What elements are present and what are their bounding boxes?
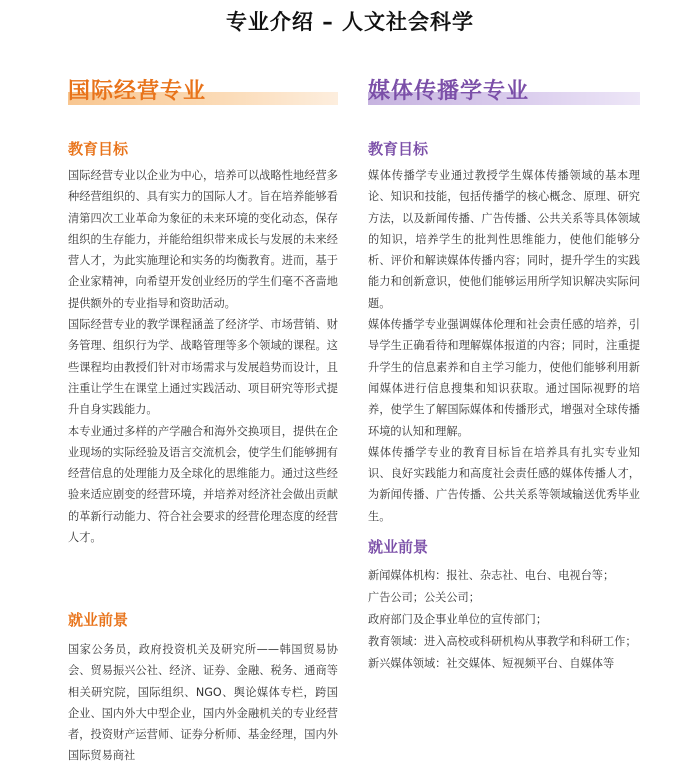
education-goals-text [368,165,640,527]
paragraph: 国家公务员，政府投资机关及研究所——韩国贸易协会、贸易振兴公社、经济、证券、金融、税务、通商等相关研究院，国际组织、NGO、舆论媒体专栏，跨国企业、国内外大中型企业，国内外金融机关的专业经营者，投资财产运营师、证券分析师、基金经理，国内外国际贸易商社 [68,643,338,763]
career-prospects-list [368,565,640,675]
education-goals-heading: 教育目标 [68,140,129,158]
page-title: 专业介绍 – 人文社会科学 [225,10,475,34]
list-item: 新兴媒体领域：社交媒体、短视频平台、自媒体等 [368,657,615,670]
career-prospects-heading: 就业前景 [68,611,129,629]
paragraph: 媒体传播学专业的教育目标旨在培养具有扎实专业知识、良好实践能力和高度社会责任感的媒体传播人才，为新闻传播、广告传播、公共关系等领域输送优秀毕业生。 [368,445,640,523]
career-prospects-text [68,639,338,767]
major-name: 媒体传播学专业 [368,79,530,104]
career-prospects-heading: 就业前景 [368,538,429,556]
paragraph: 本专业通过多样的产学融合和海外交换项目，提供在企业现场的实际经验及语言交流机会，使学生们能够拥有经营信息的处理能力及全球化的思维能力。通过这些经验来适应剧变的经营环境，并培养对经济社会做出贡献的革新行动能力、符合社会要求的经营伦理态度的经营人才。 [68,424,338,545]
list-item: 新闻媒体机构：报社、杂志社、电台、电视台等； [368,569,615,582]
education-goals-text [68,165,338,548]
major-title [68,68,338,110]
paragraph: 国际经营专业的教学课程涵盖了经济学、市场营销、财务管理、组织行为学、战略管理等多个领域的课程。这些课程均由教授们针对市场需求与发展趋势而设计，且注重让学生在课堂上通过实践活动、项目研究等形式提升自身实践能力。 [68,318,338,417]
list-item: 政府部门及企事业单位的宣传部门； [368,613,548,626]
major-column-international-business [68,68,338,763]
major-name: 国际经营专业 [68,79,207,104]
paragraph: 媒体传播学专业强调媒体伦理和社会责任感的培养，引导学生正确看待和理解媒体报道的内容；同时，注重提升学生的信息素养和自主学习能力，使他们能够利用新闻媒体进行信息搜集和知识获取。通过国际视野的培养，使学生了解国际媒体和传播形式，增强对全球传播环境的认知和理解。 [368,318,640,438]
major-title [368,68,640,110]
paragraph: 媒体传播学专业通过教授学生媒体传播领域的基本理论、知识和技能，包括传播学的核心概念、原理、研究方法，以及新闻传播、广告传播、公共关系等具体领域的知识，培养学生的批判性思维能力，使他们能够分析、评价和解读媒体传播内容；同时，提升学生的实践能力和创新意识，使他们能够运用所学知识解决实际问题。 [368,169,640,310]
list-item: 教育领域：进入高校或科研机构从事教学和科研工作； [368,635,637,648]
paragraph: 国际经营专业以企业为中心，培养可以战略性地经营多种经营组织的、具有实力的国际人才。旨在培养能够看清第四次工业革命为象征的未来环境的变化动态，保存组织的生存能力，并能给组织带来成长与发展的未来经营人才，为此实施理论和实务的均衡教育。进而，基于企业家精神，向希望开发创业经历的学生们毫不吝啬地提供额外的专业指导和资助活动。 [68,169,338,310]
education-goals-heading: 教育目标 [368,140,429,158]
list-item: 广告公司；公关公司； [368,591,480,604]
major-column-media-communication [368,68,640,670]
